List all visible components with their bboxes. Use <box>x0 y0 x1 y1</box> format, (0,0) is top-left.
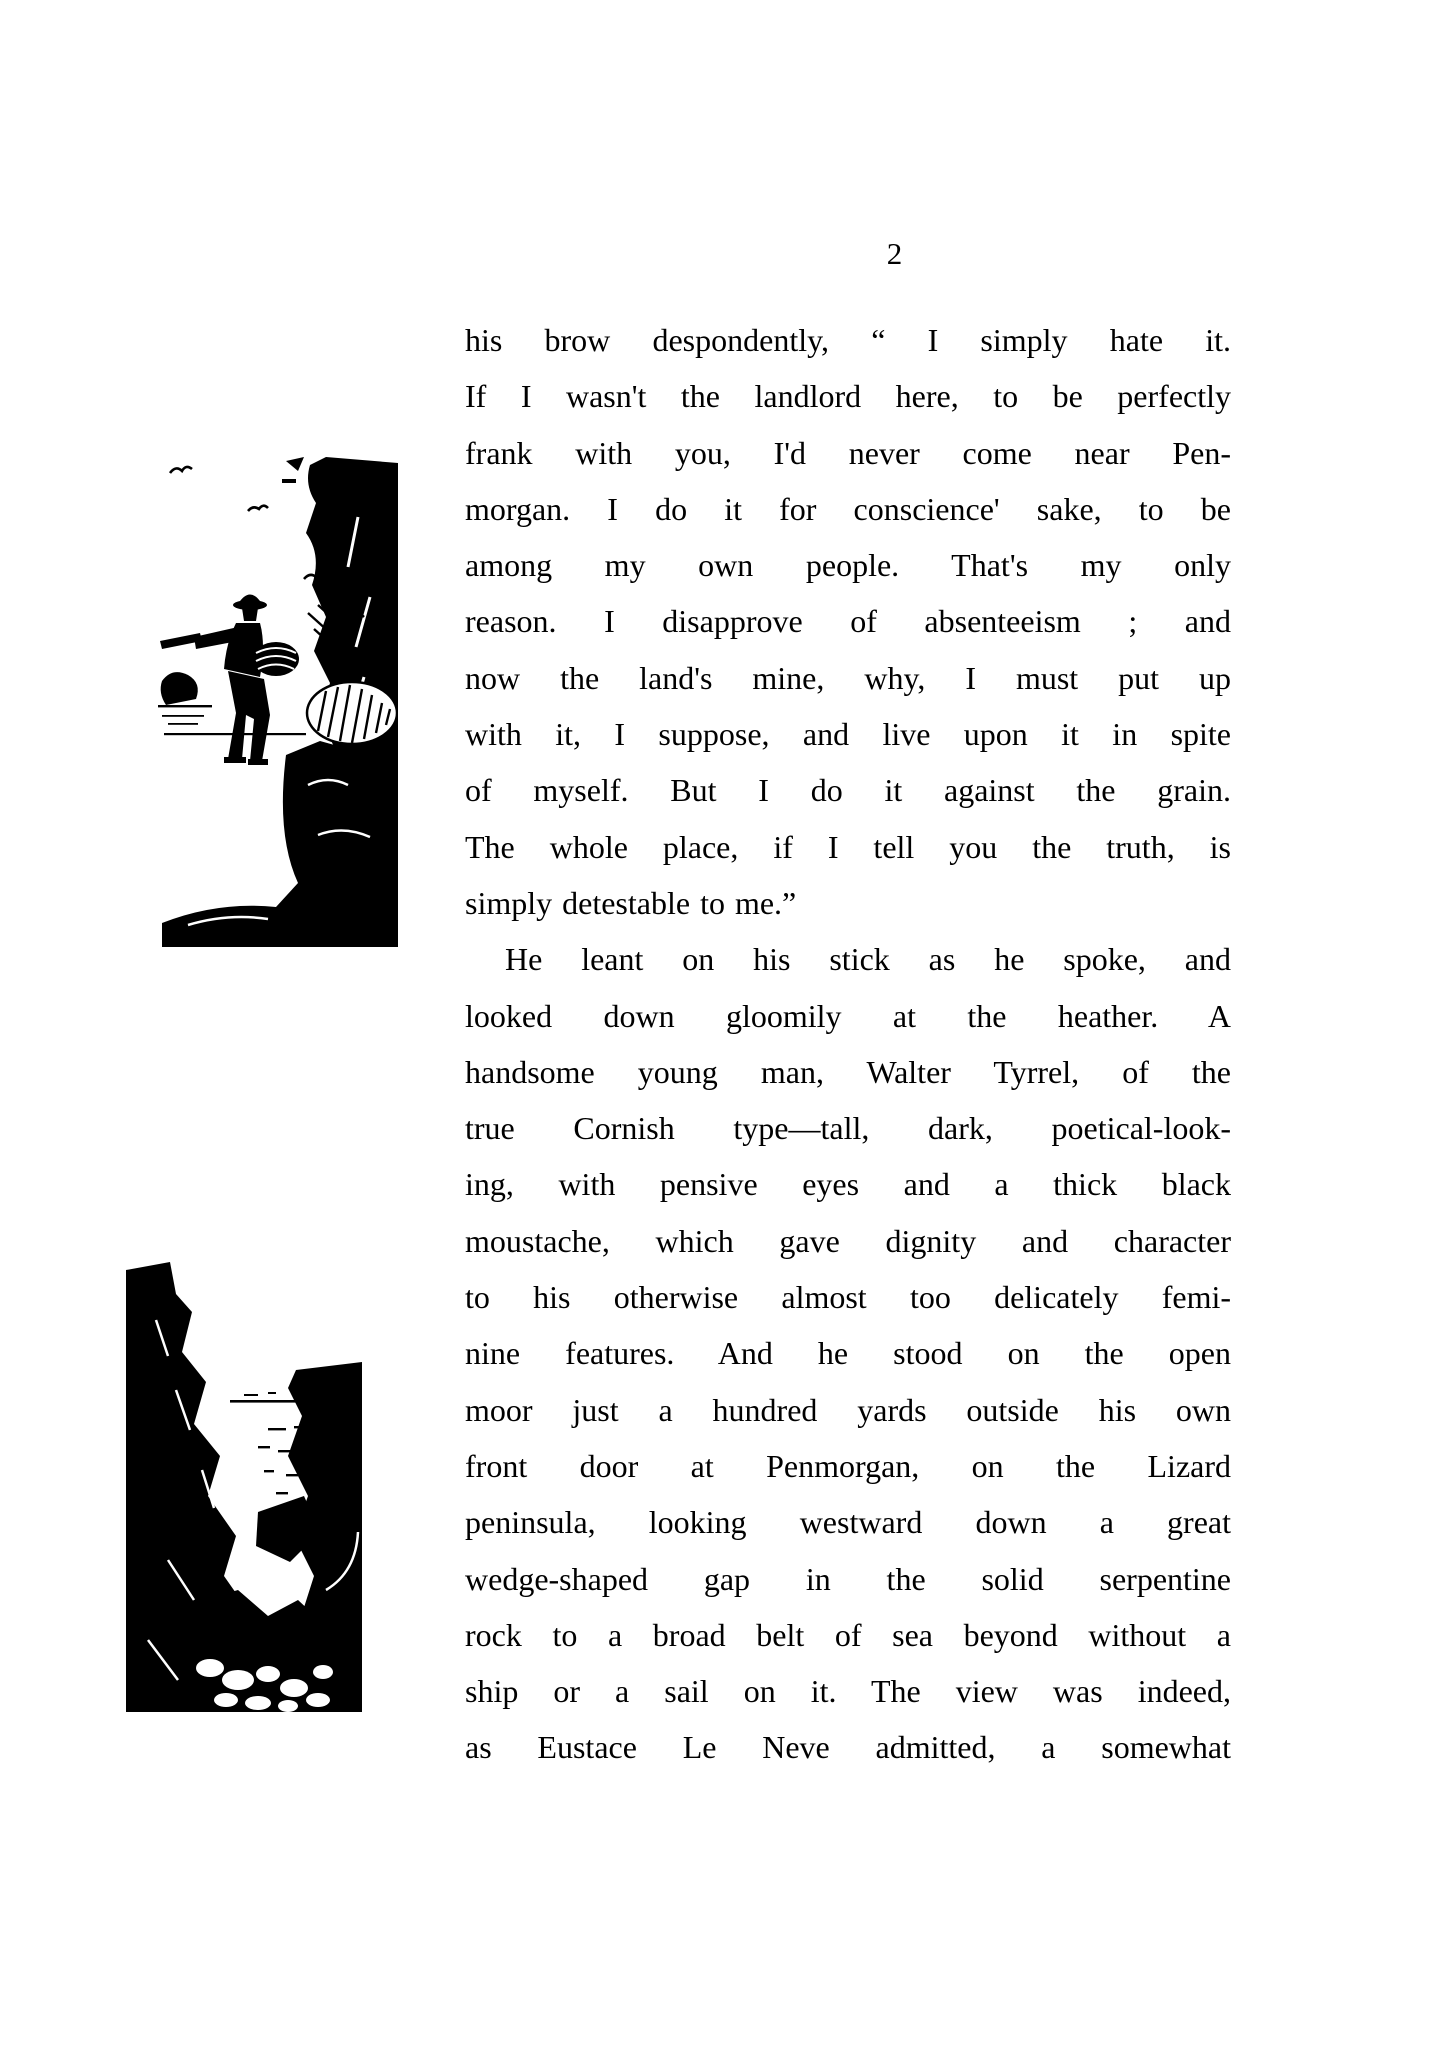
text-line: front door at Penmorgan, on the Lizard <box>465 1447 1231 1484</box>
text-line: ing, with pensive eyes and a thick black <box>465 1166 1231 1203</box>
text-line: frank with you, I'd never come near Pen- <box>465 434 1231 471</box>
text-line: morgan. I do it for conscience' sake, to be <box>465 490 1231 527</box>
gorge-illustration <box>118 1260 362 1712</box>
text-line: If I wasn't the landlord here, to be perfectly <box>465 378 1231 415</box>
text-line: his brow despondently, “ I simply hate it. <box>465 322 1231 358</box>
text-line: nine features. And he stood on the open <box>465 1335 1231 1372</box>
text-line: of myself. But I do it against the grain. <box>465 772 1231 809</box>
birds <box>170 467 325 579</box>
text-line: true Cornish type—tall, dark, poetical-look- <box>465 1110 1231 1147</box>
text-line: ship or a sail on it. The view was indeed, <box>465 1673 1231 1710</box>
text-line: The whole place, if I tell you the truth, is <box>465 828 1231 865</box>
left-rocks <box>161 672 198 705</box>
text-line: to his otherwise almost too delicately femi- <box>465 1279 1231 1316</box>
sea-lines <box>158 705 306 735</box>
text-line: among my own people. That's my only <box>465 547 1231 584</box>
text-line: now the land's mine, why, I must put up <box>465 659 1231 696</box>
bottom-rocks <box>162 741 398 947</box>
page-number: 2 <box>886 236 904 271</box>
text-line: reason. I disapprove of absenteeism ; and <box>465 603 1231 640</box>
text-line: wedge-shaped gap in the solid serpentine <box>465 1560 1231 1597</box>
text-line: looked down gloomily at the heather. A <box>465 997 1231 1034</box>
text-line: as Eustace Le Neve admitted, a somewhat <box>465 1729 1231 1766</box>
text-line: simply detestable to me.” <box>465 884 797 921</box>
text-line: rock to a broad belt of sea beyond without a <box>465 1616 1231 1653</box>
text-line: He leant on his stick as he spoke, and <box>505 941 1231 978</box>
text-block <box>465 312 1231 1776</box>
hatched-rock <box>307 682 397 744</box>
text-line: handsome young man, Walter Tyrrel, of the <box>465 1053 1231 1090</box>
fisherman-illustration <box>158 455 398 947</box>
text-line: moor just a hundred yards outside his own <box>465 1391 1231 1428</box>
text-line: with it, I suppose, and live upon it in spite <box>465 716 1231 753</box>
text-line: peninsula, looking westward down a great <box>465 1504 1231 1541</box>
text-line: moustache, which gave dignity and character <box>465 1222 1231 1259</box>
